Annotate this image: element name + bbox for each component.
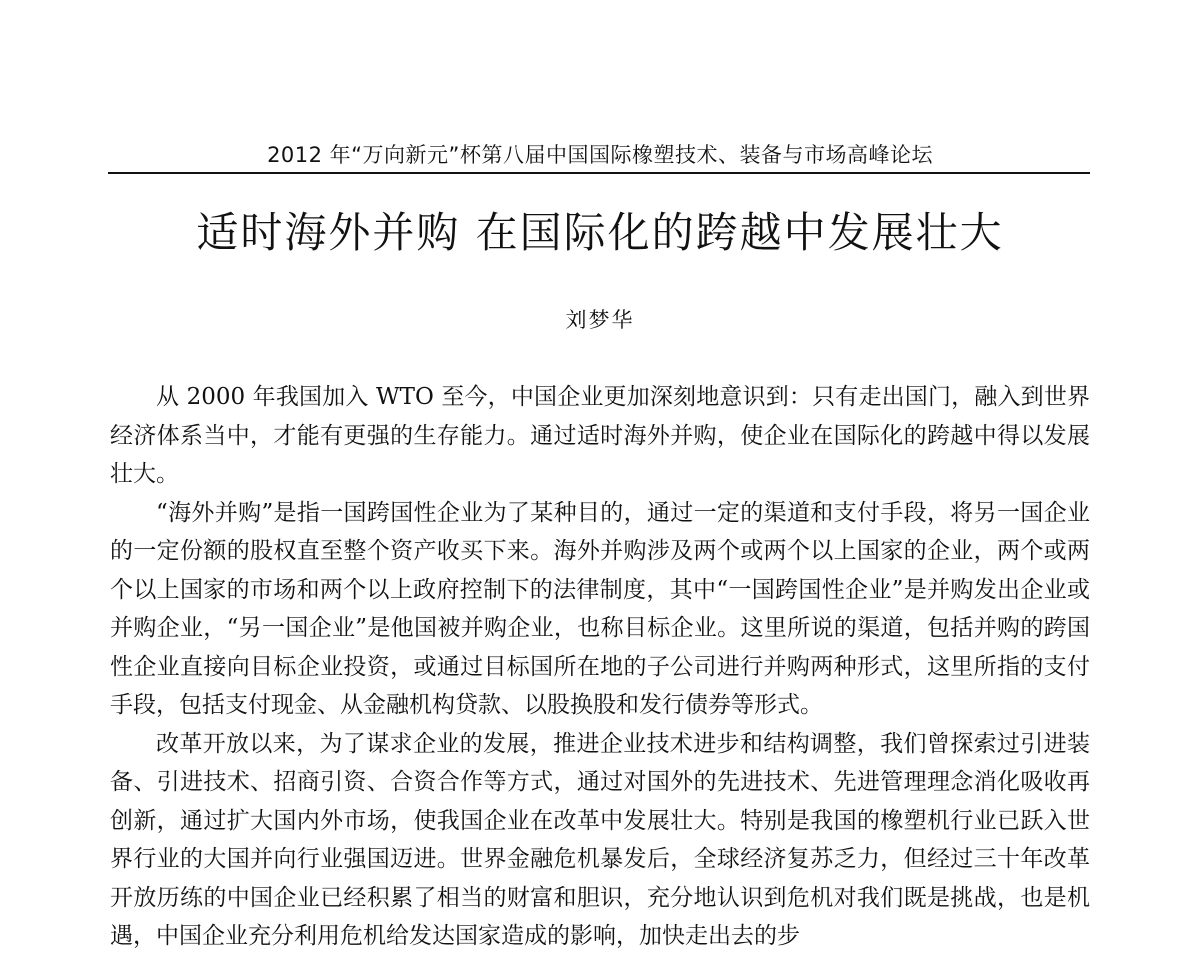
conference-header: 2012 年“万向新元”杯第八届中国国际橡塑技术、装备与市场高峰论坛 <box>267 143 933 167</box>
article-author: 刘梦华 <box>565 308 635 332</box>
body-paragraph: “海外并购”是指一国跨国性企业为了某种目的，通过一定的渠道和支付手段，将另一国企业的一定份额的股权直至整个资产收买下来。海外并购涉及两个或两个以上国家的企业，两个或两个以上国家的市场和两个以上政府控制下的法律制度，其中“一国跨国性企业”是并购发出企业或并购企业，“另一国企业”是他国被并购企业，也称目标企业。这里所说的渠道，包括并购的跨国性企业直接向目标企业投资，或通过目标国所在地的子公司进行并购两种形式，这里所指的支付手段，包括支付现金、从金融机构贷款、以股换股和发行债券等形式。 <box>110 499 1090 718</box>
article-title: 适时海外并购 在国际化的跨越中发展壮大 <box>196 208 1004 257</box>
article-body <box>110 378 1090 956</box>
body-paragraph: 从 2000 年我国加入 WTO 至今，中国企业更加深刻地意识到：只有走出国门，融入到世界经济体系当中，才能有更强的生存能力。通过适时海外并购，使企业在国际化的跨越中得以发展壮大。 <box>110 384 1090 487</box>
header-rule <box>108 172 1090 174</box>
body-paragraph: 改革开放以来，为了谋求企业的发展，推进企业技术进步和结构调整，我们曾探索过引进装备、引进技术、招商引资、合资合作等方式，通过对国外的先进技术、先进管理理念消化吸收再创新，通过扩大国内外市场，使我国企业在改革中发展壮大。特别是我国的橡塑机行业已跃入世界行业的大国并向行业强国迈进。世界金融危机暴发后，全球经济复苏乏力，但经过三十年改革开放历练的中国企业已经积累了相当的财富和胆识，充分地认识到危机对我们既是挑战，也是机遇，中国企业充分利用危机给发达国家造成的影响，加快走出去的步 <box>110 730 1090 949</box>
